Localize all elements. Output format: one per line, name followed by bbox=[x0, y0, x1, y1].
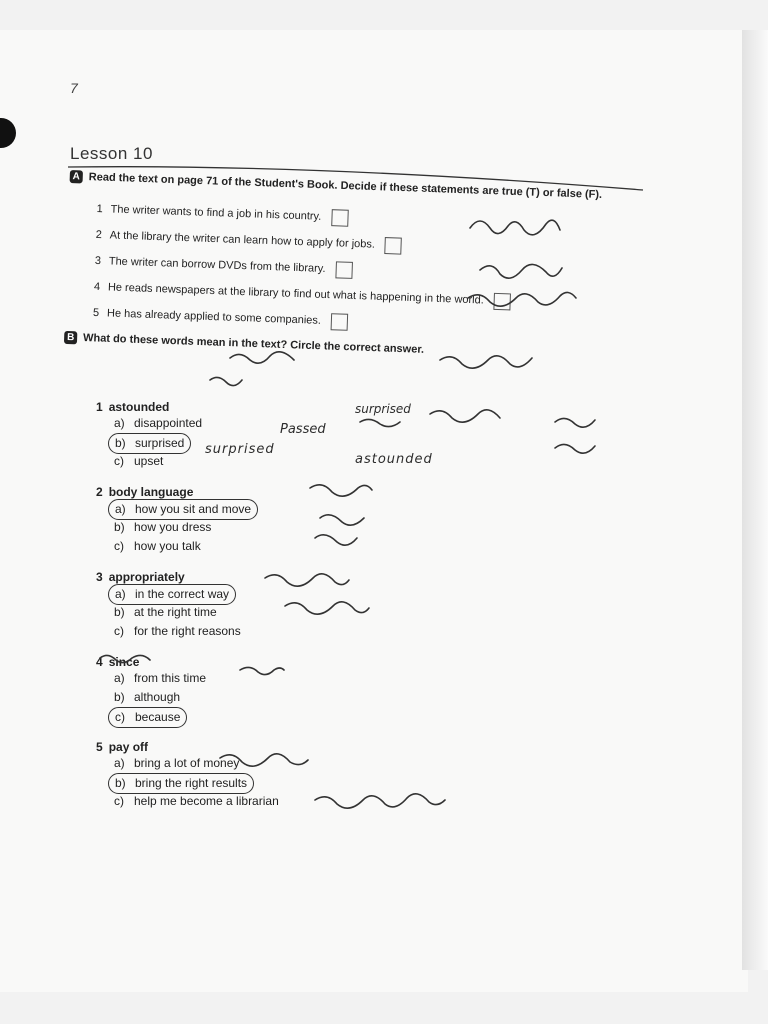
option[interactable]: b) at the right time bbox=[114, 605, 217, 619]
statement-text: The writer can borrow DVDs from the library. bbox=[108, 255, 326, 275]
handwritten-surprised: surprised bbox=[355, 402, 411, 416]
handwriting-scribbles bbox=[0, 30, 748, 992]
section-a-badge: A bbox=[70, 170, 83, 183]
option[interactable]: a) bring a lot of money bbox=[114, 756, 240, 770]
statement-text: At the library the writer can learn how to apply for jobs. bbox=[109, 229, 376, 251]
option[interactable]: a) disappointed bbox=[114, 416, 203, 430]
question-word: body language bbox=[108, 485, 194, 499]
statement-text: He reads newspapers at the library to find out what is happening in the world. bbox=[107, 281, 484, 307]
worksheet-page bbox=[0, 30, 748, 992]
option[interactable]: c) how you talk bbox=[114, 539, 201, 553]
page-edge bbox=[742, 30, 768, 970]
question-2: 2 body language a) how you sit and move b) how you dress c) how you talk bbox=[96, 485, 588, 556]
option-selected[interactable]: c) because bbox=[114, 707, 588, 726]
statement-item: 3 The writer can borrow DVDs from the library. bbox=[94, 248, 627, 293]
handwritten-surprised-2: surprised bbox=[205, 442, 275, 457]
statement-text: He has already applied to some companies. bbox=[106, 307, 322, 327]
statement-item: 4 He reads newspapers at the library to find out what is happening in the world. bbox=[93, 274, 626, 319]
option-selected[interactable]: b) surprised bbox=[114, 433, 588, 452]
question-1: 1 astounded a) disappointed b) surprised c) upset bbox=[96, 400, 588, 471]
option[interactable]: b) although bbox=[114, 690, 181, 704]
section-b-instruction: What do these words mean in the text? Circle the correct answer. bbox=[82, 331, 425, 356]
option-selected[interactable]: b) bring the right results bbox=[114, 773, 588, 792]
option[interactable]: b) how you dress bbox=[114, 520, 212, 534]
question-4: 4 since a) from this time b) although c) because bbox=[96, 655, 588, 726]
question-word: appropriately bbox=[108, 570, 185, 584]
handwritten-astounded: astounded bbox=[355, 452, 433, 467]
page-number: 7 bbox=[70, 80, 78, 96]
question-5: 5 pay off a) bring a lot of money b) bring the right results c) help me become a librarian bbox=[96, 740, 588, 811]
option-selected[interactable]: a) how you sit and move bbox=[114, 499, 588, 518]
handwritten-passed: Passed bbox=[280, 422, 326, 437]
statement-item: 2 At the library the writer can learn how to apply for jobs. bbox=[95, 222, 628, 267]
option[interactable]: c) upset bbox=[114, 454, 164, 468]
question-word: since bbox=[108, 655, 140, 669]
option-selected[interactable]: a) in the correct way bbox=[114, 584, 588, 603]
section-a-instruction: Read the text on page 71 of the Student's Book. Decide if these statements are true (T) or false (F). bbox=[88, 171, 603, 201]
statement-text: The writer wants to find a job in his country. bbox=[110, 203, 322, 223]
option[interactable]: c) for the right reasons bbox=[114, 624, 241, 638]
section-b-badge: B bbox=[64, 331, 77, 344]
option[interactable]: a) from this time bbox=[114, 671, 207, 685]
question-3: 3 appropriately a) in the correct way b) at the right time c) for the right reasons bbox=[96, 570, 588, 641]
question-word: astounded bbox=[108, 400, 170, 414]
statement-item: 5 He has already applied to some companies. bbox=[93, 300, 626, 345]
statement-item: 1 The writer wants to find a job in his country. bbox=[96, 196, 629, 241]
lesson-title: Lesson 10 bbox=[70, 144, 153, 163]
question-word: pay off bbox=[108, 740, 149, 754]
option[interactable]: c) help me become a librarian bbox=[114, 794, 279, 808]
